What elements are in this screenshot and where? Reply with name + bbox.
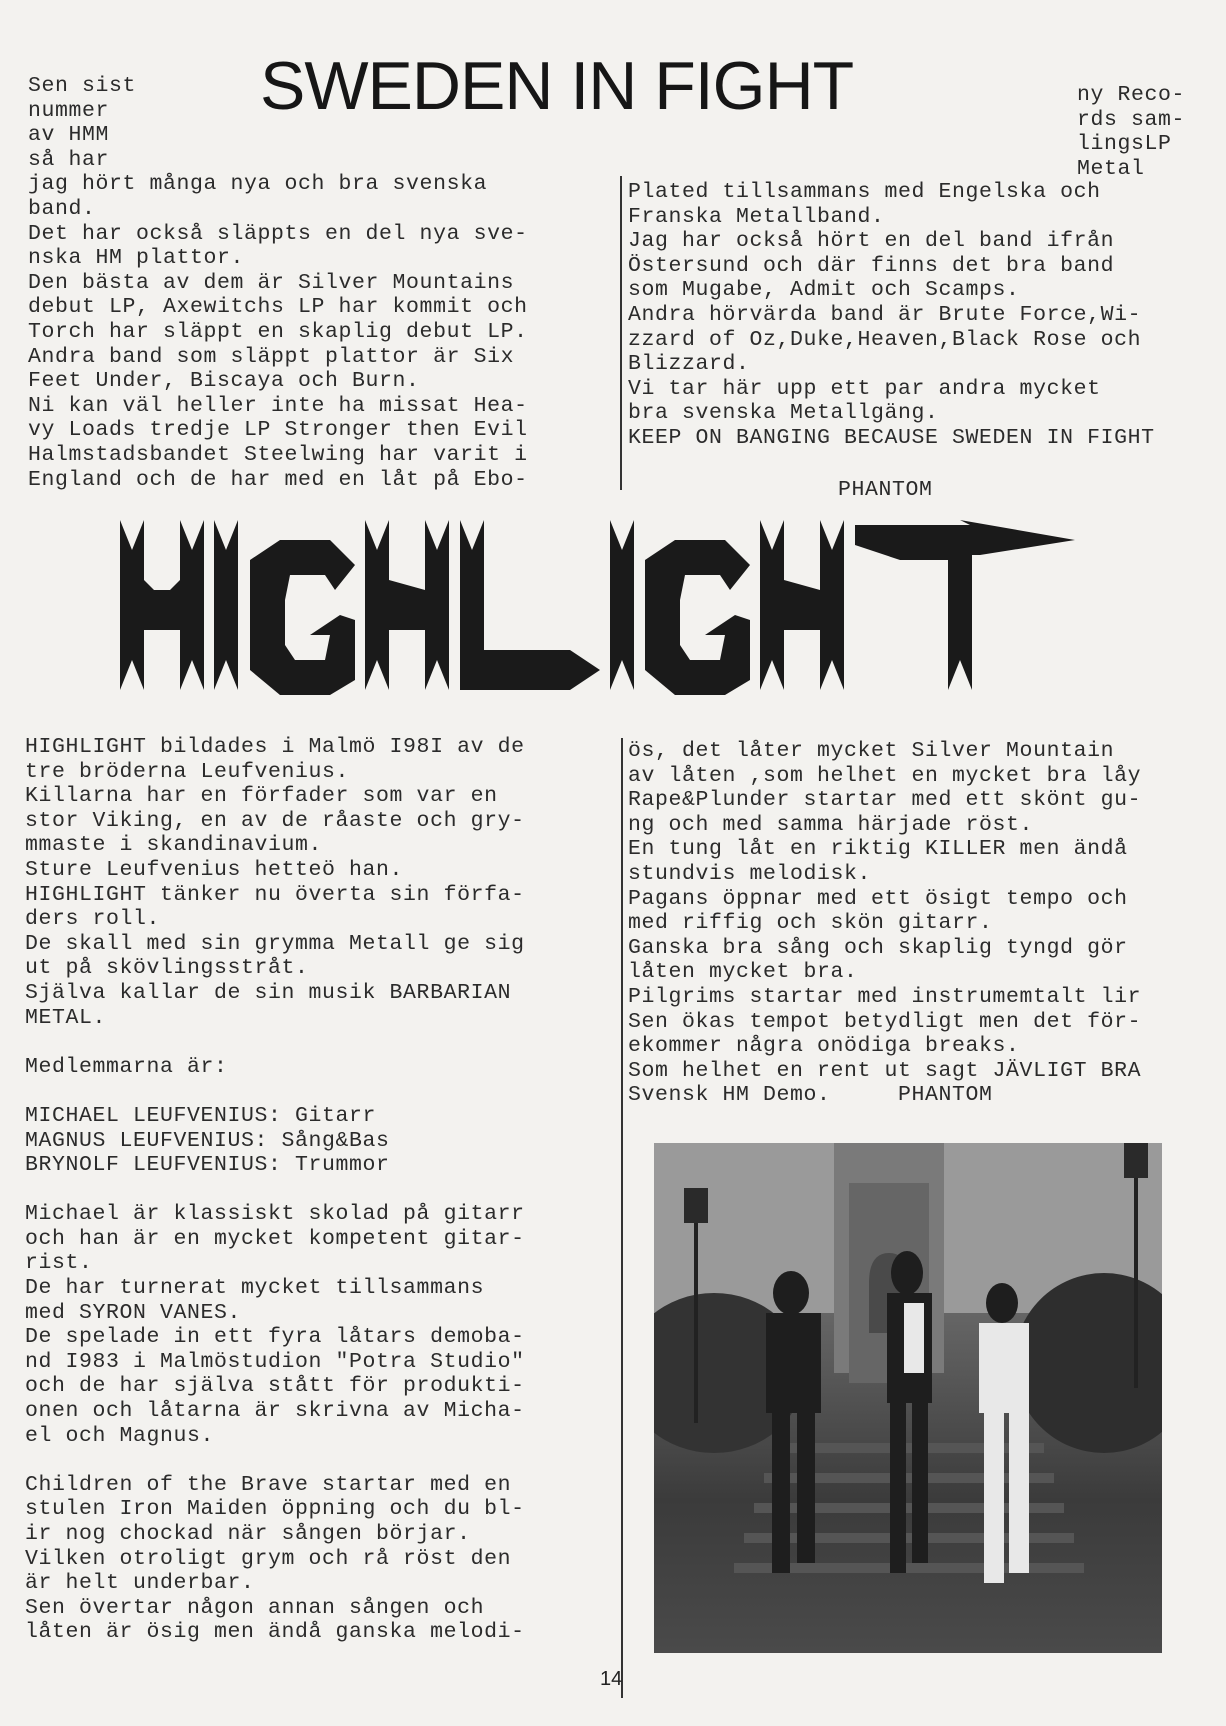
text-line: nska HM plattor. xyxy=(28,246,245,271)
text-line: och han är en mycket kompetent gitar- xyxy=(25,1226,525,1251)
text-line: debut LP, Axewitchs LP har kommit och xyxy=(28,295,528,320)
text-line: Det har också släppts en del nya sve- xyxy=(28,221,528,246)
text-line: ut på skövlingsstråt. xyxy=(25,956,309,981)
text-line: nummer xyxy=(28,98,110,123)
text-line: tre bröderna Leufvenius. xyxy=(25,759,350,784)
text-line: rds sam- xyxy=(1077,107,1186,132)
text-line: så har xyxy=(28,147,110,172)
text-line: Sen sist xyxy=(28,74,137,98)
text-line: jag hört många nya och bra svenska xyxy=(28,172,488,197)
text-line: KEEP ON BANGING BECAUSE SWEDEN IN FIGHT xyxy=(628,425,1155,450)
text-line: Andra hörvärda band är Brute Force,Wi- xyxy=(628,302,1142,327)
text-line: Själva kallar de sin musik BARBARIAN xyxy=(25,980,512,1005)
band-photo xyxy=(654,1143,1162,1653)
text-line: Franska Metallband. xyxy=(628,204,885,229)
text-line: Vi tar här upp ett par andra mycket xyxy=(628,376,1101,401)
text-line: Plated tillsammans med Engelska och xyxy=(628,180,1101,204)
text-line: Vilken otroligt grym och rå röst den xyxy=(25,1546,512,1571)
text-line: Metal xyxy=(1077,156,1145,181)
text-line: ir nog chockad när sången börjar. xyxy=(25,1522,471,1546)
text-line: rist. xyxy=(25,1251,93,1276)
text-line: Ni kan väl heller inte ha missat Hea- xyxy=(28,393,528,418)
text-line: stundvis melodisk. xyxy=(628,861,872,886)
text-line: ng och med samma härjade röst. xyxy=(628,812,1034,837)
text-line: stor Viking, en av de råaste och gry- xyxy=(25,808,525,833)
text-line: Feet Under, Biscaya och Burn. xyxy=(28,369,420,394)
text-line: mmaste i skandinavium. xyxy=(25,833,323,858)
text-line: Rape&Plunder startar med ett skönt gu- xyxy=(628,788,1142,813)
text-line: Svensk HM Demo. PHANTOM xyxy=(628,1083,993,1108)
text-line: av HMM xyxy=(28,123,110,148)
text-line: bra svenska Metallgäng. xyxy=(628,401,939,426)
text-line: Killarna har en förfader som var en xyxy=(25,784,498,809)
text-line: Andra band som släppt plattor är Six xyxy=(28,344,515,369)
article1-signature: PHANTOM xyxy=(838,478,933,502)
text-line: band. xyxy=(28,196,96,221)
highlight-logo xyxy=(110,520,1110,700)
text-line: ders roll. xyxy=(25,907,161,932)
text-line: vy Loads tredje LP Stronger then Evil xyxy=(28,418,528,443)
text-line: Jag har också hört en del band ifrån xyxy=(628,229,1115,254)
band-photo-drawing xyxy=(654,1143,1162,1653)
text-line: Östersund och där finns det bra band xyxy=(628,253,1115,278)
text-line: ny Reco- xyxy=(1077,83,1186,107)
text-line: låten mycket bra. xyxy=(628,960,858,985)
text-line: med riffig och skön gitarr. xyxy=(628,911,993,936)
text-line: Blizzard. xyxy=(628,352,750,377)
text-line: BRYNOLF LEUFVENIUS: Trummor xyxy=(25,1153,390,1178)
text-line: Sen ökas tempot betydligt men det för- xyxy=(628,1009,1142,1034)
column-divider xyxy=(620,176,622,490)
text-line: Sen övertar någon annan sången och xyxy=(25,1595,485,1620)
text-line: zzard of Oz,Duke,Heaven,Black Rose och xyxy=(628,327,1142,352)
text-line: England och de har med en låt på Ebo- xyxy=(28,467,528,492)
text-line: Pilgrims startar med instrumemtalt lir xyxy=(628,984,1142,1009)
text-line: Torch har släppt en skaplig debut LP. xyxy=(28,319,528,344)
text-line: De har turnerat mycket tillsammans xyxy=(25,1276,485,1301)
page-number: 14 xyxy=(600,1668,623,1690)
article-headline: SWEDEN IN FIGHT xyxy=(260,48,854,124)
text-line: Medlemmarna är: xyxy=(25,1054,228,1079)
text-line: låten är ösig men ändå ganska melodi- xyxy=(25,1620,525,1645)
text-line: är helt underbar. xyxy=(25,1571,255,1596)
article1-right-top xyxy=(1077,83,1185,181)
text-line: Ganska bra sång och skaplig tyngd gör xyxy=(628,935,1128,960)
text-line: Den bästa av dem är Silver Mountains xyxy=(28,270,515,295)
text-line xyxy=(25,1178,525,1203)
text-line: ekommer några onödiga breaks. xyxy=(628,1034,1020,1059)
text-line: ös, det låter mycket Silver Mountain xyxy=(628,739,1115,763)
text-line: METAL. xyxy=(25,1005,107,1030)
text-line: En tung låt en riktig KILLER men ändå xyxy=(628,837,1128,862)
text-line: MAGNUS LEUFVENIUS: Sång&Bas xyxy=(25,1128,390,1153)
text-line: De skall med sin grymma Metall ge sig xyxy=(25,931,525,956)
text-line: lingsLP xyxy=(1077,132,1172,157)
text-line: el och Magnus. xyxy=(25,1423,215,1448)
text-line: stulen Iron Maiden öppning och du bl- xyxy=(25,1497,525,1522)
text-line: HIGHLIGHT bildades i Malmö I98I av de xyxy=(25,735,525,759)
article2-left-column xyxy=(25,735,525,1645)
text-line: Sture Leufvenius hetteö han. xyxy=(25,857,404,882)
text-line: nd I983 i Malmöstudion "Potra Studio" xyxy=(25,1349,525,1374)
article1-left-column xyxy=(28,74,528,492)
text-line xyxy=(25,1030,525,1055)
text-line: Pagans öppnar med ett ösigt tempo och xyxy=(628,886,1128,911)
text-line: De spelade in ett fyra låtars demoba- xyxy=(25,1325,525,1350)
text-line xyxy=(25,1448,525,1473)
text-line: Children of the Brave startar med en xyxy=(25,1472,512,1497)
text-line: Halmstadsbandet Steelwing har varit i xyxy=(28,442,528,467)
article2-right-column xyxy=(628,739,1141,1108)
text-line: av låten ,som helhet en mycket bra låy xyxy=(628,763,1142,788)
text-line: onen och låtarna är skrivna av Micha- xyxy=(25,1399,525,1424)
text-line: Som helhet en rent ut sagt JÄVLIGT BRA xyxy=(628,1058,1142,1083)
text-line: Michael är klassiskt skolad på gitarr xyxy=(25,1202,525,1227)
text-line: som Mugabe, Admit och Scamps. xyxy=(628,278,1020,303)
text-line: med SYRON VANES. xyxy=(25,1300,242,1325)
text-line: och de har själva stått för produkti- xyxy=(25,1374,525,1399)
article1-right-column xyxy=(628,180,1155,451)
text-line xyxy=(25,1079,525,1104)
column-divider xyxy=(621,738,623,1698)
text-line: MICHAEL LEUFVENIUS: Gitarr xyxy=(25,1103,377,1128)
text-line: HIGHLIGHT tänker nu överta sin förfa- xyxy=(25,882,525,907)
